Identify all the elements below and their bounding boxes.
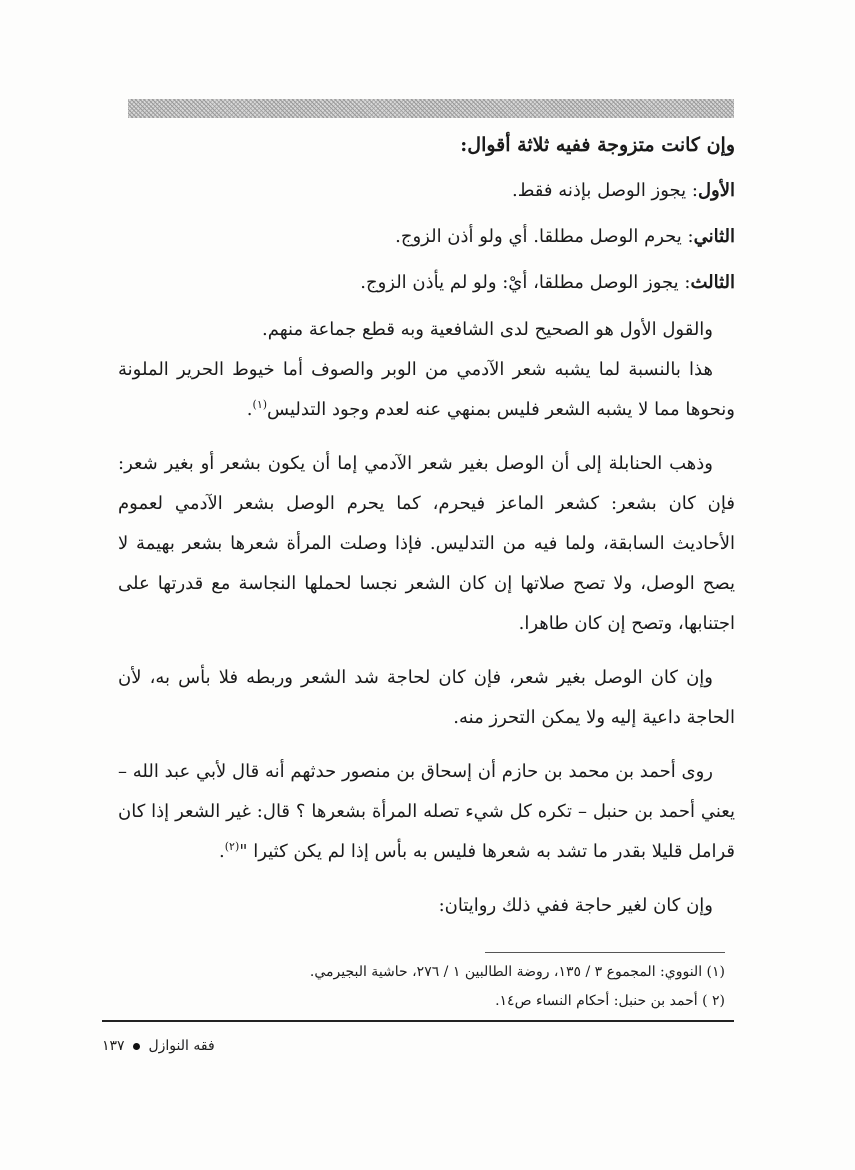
footnote-divider [485,952,725,953]
paragraph-text: روى أحمد بن محمد بن حازم أن إسحاق بن منصور حدثهم أنه قال لأبي عبد الله – يعني أحمد بن حنبل – تكره كل شيء تصله المرأة بشعرها ؟ قال: غير الشعر إذا كان قرامل قليلا بقدر ما تشد به شعرها فليس به بأس إذا لم يكن كثيرا " [118,761,735,862]
paragraph [118,886,735,926]
paragraph-text: وإن كان لغير حاجة ففي ذلك روايتان: [438,895,713,916]
paragraph [118,310,735,350]
opinion-label: الأول [697,180,735,201]
opinion-text: : يجوز الوصل بإذنه فقط. [511,180,698,201]
footnote-ref: (٢) [224,840,240,853]
bullet-dot-icon [133,1043,140,1050]
paragraph-text: هذا بالنسبة لما يشبه شعر الآدمي من الوبر والصوف أما خيوط الحرير الملونة ونحوها مما لا يشبه الشعر فليس بمنهي عنه لعدم وجود التدليس [118,359,735,420]
opinion-text: : يجوز الوصل مطلقا، أيْ: ولو لم يأذن الزوج. [360,272,691,293]
footnote-ref: (١) [252,398,268,411]
opinion-second [118,220,735,254]
paragraph [118,444,735,644]
paragraph: روى أحمد بن محمد بن حازم أن إسحاق بن منصور حدثهم أنه قال لأبي عبد الله – يعني أحمد بن حنبل – تكره كل شيء تصله المرأة بشعرها ؟ قال: غير الشعر إذا كان قرامل قليلا بقدر ما تشد به شعرها فليس به بأس إذا لم يكن كثيرا "$^{(٢)}$. [118,761,735,862]
opinion-third [118,266,735,300]
page-footer [102,1038,215,1054]
main-text [118,128,735,926]
footnotes [130,958,725,1016]
section-heading: وإن كانت متزوجة ففيه ثلاثة أقوال: [460,134,735,156]
footnote: (٢ ) أحمد بن حنبل: أحكام النساء ص١٤. [495,993,725,1009]
paragraph-text: والقول الأول هو الصحيح لدى الشافعية وبه قطع جماعة منهم. [262,319,713,340]
paragraph [118,658,735,738]
paragraph-text: وإن كان الوصل بغير شعر، فإن كان لحاجة شد الشعر وربطه فلا بأس به، لأن الحاجة داعية إليه ولا يمكن التحرز منه. [118,667,735,728]
opinion-label: الثاني [693,226,735,247]
book-title: فقه النوازل [148,1038,215,1054]
opinion-text: : يحرم الوصل مطلقا. أي ولو أذن الزوج. [395,226,694,247]
footer-rule [102,1020,734,1022]
header-pattern-band [128,99,734,118]
opinion-first [118,174,735,208]
opinion-label: الثالث [690,272,735,293]
page-number: ١٣٧ [102,1038,125,1054]
paragraph: هذا بالنسبة لما يشبه شعر الآدمي من الوبر والصوف أما خيوط الحرير الملونة ونحوها مما لا يشبه الشعر فليس بمنهي عنه لعدم وجود التدليس$^{(١)}$. [118,359,735,420]
footnote: (١) النووي: المجموع ٣ / ١٣٥، روضة الطالبين ١ / ٢٧٦، حاشية البجيرمي. [309,964,725,980]
paragraph-text: وذهب الحنابلة إلى أن الوصل بغير شعر الآدمي إما أن يكون بشعر أو بغير شعر: فإن كان بشعر: كشعر الماعز فيحرم، كما يحرم الوصل بشعر الآدمي لعموم الأحاديث السابقة، ولما فيه من التدليس. فإذا وصلت المرأة شعرها بشعر بهيمة لا يصح الوصل، ولا تصح صلاتها إن كان الشعر نجسا لحملها النجاسة مع قدرتها على اجتنابها، وتصح إن كان طاهرا. [118,453,735,634]
